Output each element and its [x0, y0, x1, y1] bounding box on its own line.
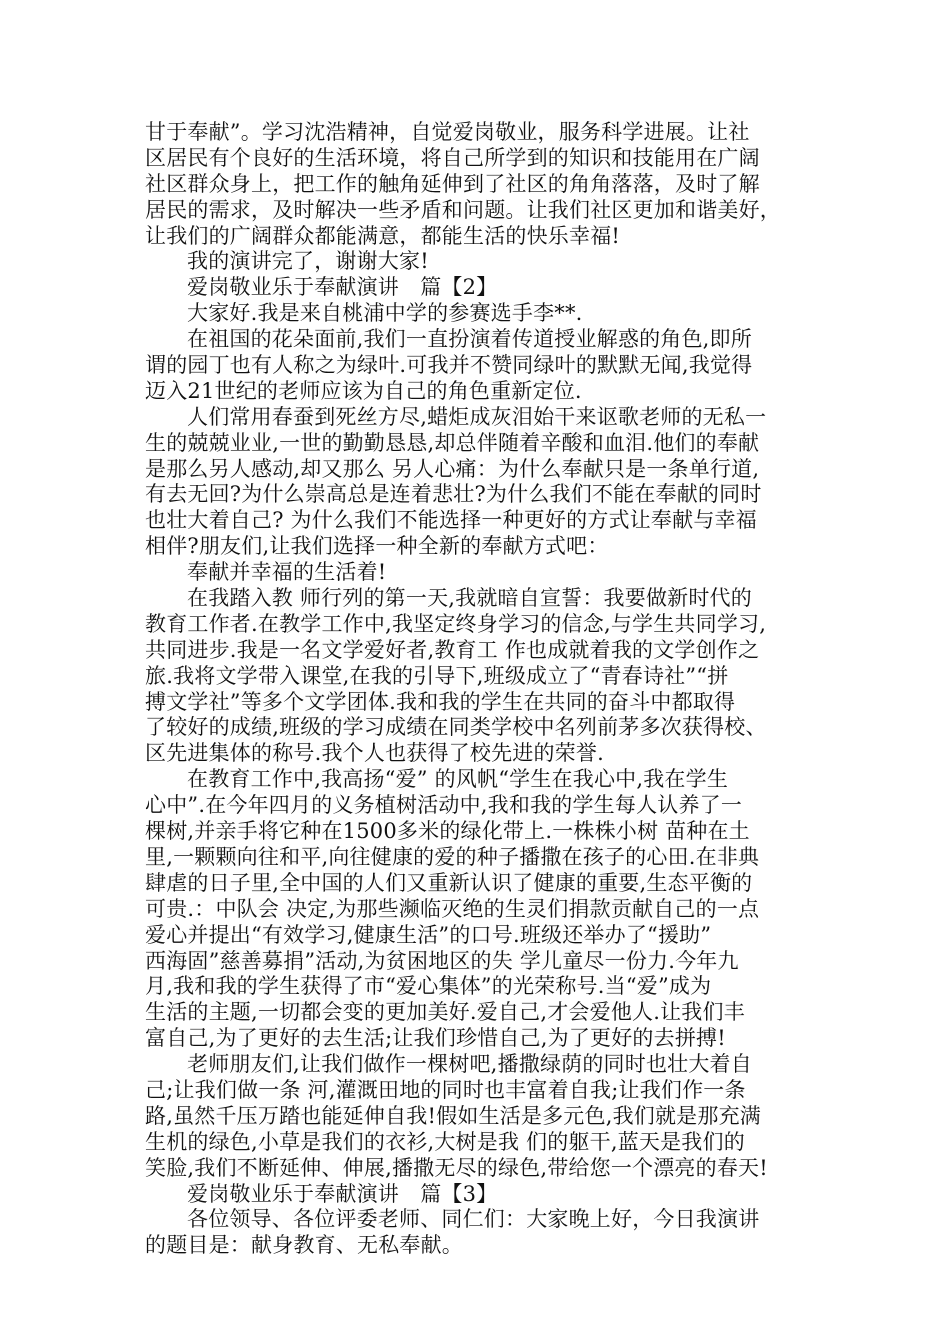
text-line: 搏文学社”等多个文学团体.我和我的学生在共同的奋斗中都取得	[145, 689, 736, 714]
text-line: 社区群众身上，把工作的触角延伸到了社区的角角落落，及时了解	[145, 171, 760, 196]
text-line: 爱岗敬业乐于奉献演讲 篇【2】	[187, 275, 498, 300]
text-line: 迈入21世纪的老师应该为自己的角色重新定位.	[145, 378, 582, 403]
text-line: 棵树,并亲手将它种在1500多米的绿化带上.一株株小树 苗种在土	[145, 819, 750, 844]
text-line: 居民的需求，及时解决一些矛盾和问题。让我们社区更加和谐美好，	[145, 197, 781, 222]
text-line: 各位领导、各位评委老师、同仁们：大家晚上好，今日我演讲	[187, 1207, 760, 1232]
text-line: 己;让我们做一条 河,灌溉田地的同时也丰富着自我;让我们作一条	[145, 1077, 746, 1102]
text-line: 路,虽然千压万踏也能延伸自我!假如生活是多元色,我们就是那充满	[145, 1103, 761, 1128]
text-line: 区先进集体的称号.我个人也获得了校先进的荣誉.	[145, 741, 604, 766]
text-line: 西海固”慈善募捐”活动,为贫困地区的失 学儿童尽一份力.今年九	[145, 948, 739, 973]
text-line: 让我们的广阔群众都能满意，都能生活的快乐幸福!	[145, 223, 621, 248]
text-line: 生活的主题,一切都会变的更加美好.爱自己,才会爱他人.让我们丰	[145, 1000, 745, 1025]
text-line: 可贵.：中队会 决定,为那些濒临灭绝的生灵们捐款贡献自己的一点	[145, 896, 760, 921]
text-line: 教育工作者.在教学工作中,我坚定终身学习的信念,与学生共同学习,	[145, 611, 767, 636]
text-line: 里,一颗颗向往和平,向往健康的爱的种子播撒在孩子的心田.在非典	[145, 844, 760, 869]
text-line: 在教育工作中,我高扬“爱” 的风帆“学生在我心中,我在学生	[187, 767, 729, 792]
text-line: 的题目是：献身教育、无私奉献。	[145, 1233, 463, 1258]
text-line: 心中”.在今年四月的义务植树活动中,我和我的学生每人认养了一	[145, 793, 743, 818]
text-line: 肆虐的日子里,全中国的人们又重新认识了健康的重要,生态平衡的	[145, 870, 753, 895]
text-line: 共同进步.我是一名文学爱好者,教育工 作也成就着我的文学创作之	[145, 637, 760, 662]
text-line: 生的兢兢业业,一世的勤勤恳恳,却总伴随着辛酸和血泪.他们的奉献	[145, 430, 760, 455]
text-line: 甘于奉献”。学习沈浩精神，自觉爱岗敬业，服务科学进展。让社	[145, 120, 750, 144]
text-line: 爱心并提出“有效学习,健康生活”的口号.班级还举办了“援助”	[145, 922, 712, 947]
text-line: 我的演讲完了，谢谢大家!	[187, 249, 429, 274]
text-line: 相伴?朋友们,让我们选择一种全新的奉献方式吧：	[145, 534, 609, 559]
text-line: 奉献并幸福的生活着!	[187, 560, 387, 585]
text-line: 大家好.我是来自桃浦中学的参赛选手李**.	[187, 301, 583, 326]
text-line: 是那么另人感动,却又那么 另人心痛：为什么奉献只是一条单行道,	[145, 456, 760, 481]
text-line: 也壮大着自己? 为什么我们不能选择一种更好的方式让奉献与幸福	[145, 508, 757, 533]
text-line: 爱岗敬业乐于奉献演讲 篇【3】	[187, 1181, 498, 1206]
text-line: 了较好的成绩,班级的学习成绩在同类学校中名列前茅多次获得校、	[145, 715, 767, 740]
text-line: 富自己,为了更好的去生活;让我们珍惜自己,为了更好的去拼搏!	[145, 1026, 726, 1051]
document-page	[145, 120, 817, 1259]
text-line: 区居民有个良好的生活环境，将自己所学到的知识和技能用在广阔	[145, 145, 760, 170]
text-line: 生机的绿色,小草是我们的衣衫,大树是我 们的躯干,蓝天是我们的	[145, 1129, 745, 1154]
text-line: 旅.我将文学带入课堂,在我的引导下,班级成立了“青春诗社”“拼	[145, 663, 729, 688]
text-line: 谓的园丁也有人称之为绿叶.可我并不赞同绿叶的默默无闻,我觉得	[145, 353, 753, 378]
text-line: 人们常用春蚕到死丝方尽,蜡炬成灰泪始干来讴歌老师的无私一	[187, 404, 767, 429]
text-line: 月,我和我的学生获得了市“爱心集体”的光荣称号.当“爱”成为	[145, 974, 712, 999]
text-line: 在祖国的花朵面前,我们一直扮演着传道授业解惑的角色,即所	[187, 327, 752, 352]
text-line: 在我踏入教 师行列的第一天,我就暗自宣誓：我要做新时代的	[187, 586, 752, 611]
text-line: 有去无回?为什么崇高总是连着悲壮?为什么我们不能在奉献的同时	[145, 482, 762, 507]
text-line: 老师朋友们,让我们做作一棵树吧,播撒绿荫的同时也壮大着自	[187, 1052, 752, 1077]
text-line: 笑脸,我们不断延伸、伸展,播撒无尽的绿色,带给您一个漂亮的春天!	[145, 1155, 768, 1180]
